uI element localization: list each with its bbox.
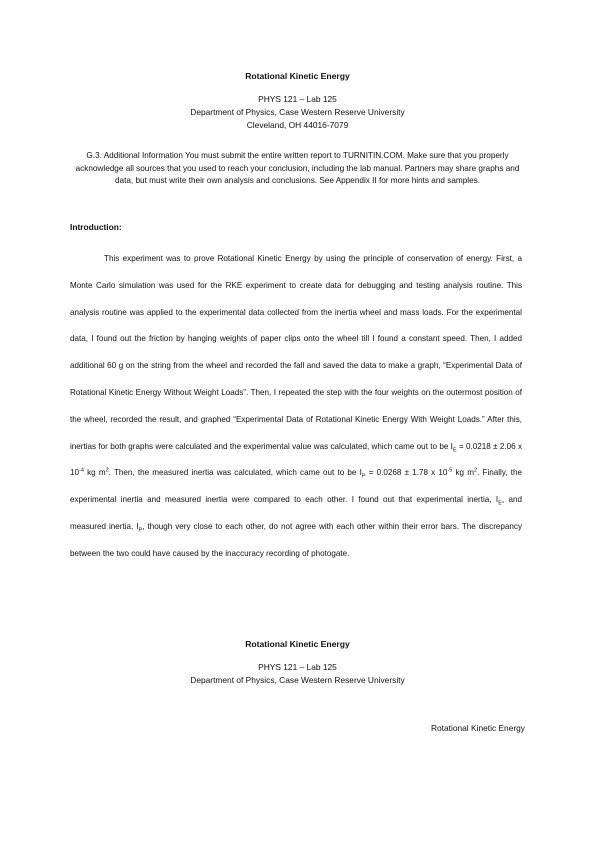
- second-title: Rotational Kinetic Energy: [245, 639, 350, 649]
- department-line: Department of Physics, Case Western Reserve University: [190, 107, 405, 117]
- submission-notice: G.3. Additional Information You must submit the entire written report to TURNITIN.COM. Make sure that you properly acknowledge all sources that you used to reach your conclusion, including the lab manual. Partners may share graphs and data, but must write their own analysis and conclusions. See Appendix II for more hints and samples.: [75, 151, 520, 186]
- second-department-line: Department of Physics, Case Western Reserve University: [190, 675, 405, 685]
- introduction-heading: Introduction:: [70, 222, 122, 232]
- course-line: PHYS 121 – Lab 125: [258, 94, 337, 104]
- second-course-line: PHYS 121 – Lab 125: [258, 662, 337, 672]
- introduction-paragraph: This experiment was to prove Rotational Kinetic Energy by using the principle of conservation of energy. First, a Monte Carlo simulation was used for the RKE experiment to create data for debugging and testing analysis routine. This analysis routine was applied to the experimental data collected from the inertia wheel and mass loads. For the experimental data, I found out the friction by hanging weights of paper clips onto the wheel till I found a constant speed. Then, I added additional 60 g on the string from the wheel and recorded the fall and saved the data to make a graph, “Experimental Data of Rotational Kinetic Energy Without Weight Loads”. Then, I repeated the step with the four weights on the outermost position of the wheel, recorded the result, and graphed “Experimental Data of Rotational Kinetic Energy With Weight Loads.” After this, inertias for both graphs were calculated and the experimental value was calculated, which came out to be $I_E = 0.0218 \pm 2.06$ x $10^{-4}$ kg $m^2$. Then, the measured inertia was calculated, which came out to be $I_P = 0.0268 \pm 1.78$ x $10^{-5}$ kg $m^2$. Finally, the experimental inertia and measured inertia were compared to each other. I found out that experimental inertia, $I_E$, and measured inertia, $I_P$, though very close to each other, do not agree with each other within their error bars. The discrepancy between the two could have caused by the inaccuracy recording of photogate.: [70, 254, 523, 558]
- location-line: Cleveland, OH 44016-7079: [246, 120, 349, 130]
- document-title: Rotational Kinetic Energy: [245, 71, 350, 81]
- running-header: Rotational Kinetic Energy: [430, 723, 525, 733]
